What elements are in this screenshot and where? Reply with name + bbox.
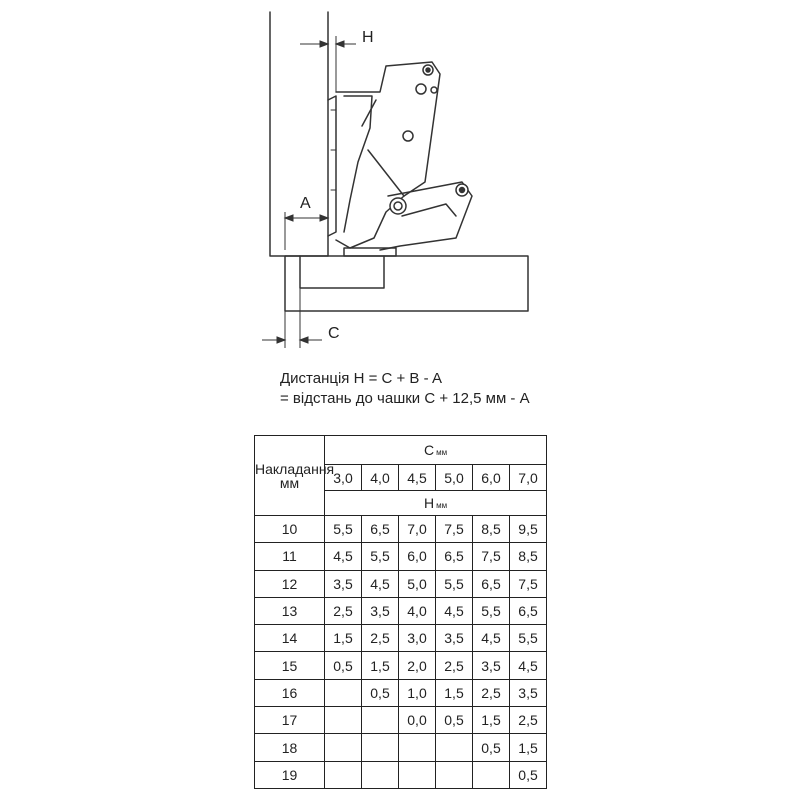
h-value-cell: 4,0 bbox=[399, 597, 436, 624]
h-value-cell: 4,5 bbox=[473, 625, 510, 652]
h-value-cell bbox=[325, 761, 362, 788]
h-value-cell: 1,5 bbox=[325, 625, 362, 652]
formula-line-2: = відстань до чашки C + 12,5 мм - A bbox=[280, 390, 530, 407]
h-value-cell: 7,5 bbox=[436, 516, 473, 543]
h-value-cell: 1,5 bbox=[362, 652, 399, 679]
c-value-cell: 7,0 bbox=[510, 465, 547, 491]
overlay-value-cell: 11 bbox=[255, 543, 325, 570]
h-value-cell: 6,0 bbox=[399, 543, 436, 570]
h-value-cell: 3,5 bbox=[473, 652, 510, 679]
overlay-value-cell: 19 bbox=[255, 761, 325, 788]
table-row bbox=[255, 652, 547, 679]
h-value-cell: 2,5 bbox=[325, 597, 362, 624]
h-value-cell: 6,5 bbox=[362, 516, 399, 543]
c-value-cell: 4,0 bbox=[362, 465, 399, 491]
h-value-cell bbox=[473, 761, 510, 788]
h-value-cell bbox=[399, 761, 436, 788]
h-value-cell: 2,5 bbox=[510, 707, 547, 734]
h-value-cell: 3,5 bbox=[510, 679, 547, 706]
h-value-cell: 8,5 bbox=[473, 516, 510, 543]
c-value-cell: 4,5 bbox=[399, 465, 436, 491]
formula-line-1: Дистанція H = C + B - A bbox=[280, 370, 442, 387]
pivot-holes bbox=[390, 65, 468, 214]
table-row bbox=[255, 597, 547, 624]
h-value-cell bbox=[399, 734, 436, 761]
c-value-cell: 5,0 bbox=[436, 465, 473, 491]
h-value-cell bbox=[362, 707, 399, 734]
hinge-diagram bbox=[0, 0, 800, 360]
h-value-cell bbox=[362, 734, 399, 761]
h-value-cell: 7,5 bbox=[510, 570, 547, 597]
overlay-value-cell: 16 bbox=[255, 679, 325, 706]
h-value-cell: 2,5 bbox=[473, 679, 510, 706]
h-value-cell: 3,0 bbox=[399, 625, 436, 652]
c-value-cell: 3,0 bbox=[325, 465, 362, 491]
h-value-cell: 4,5 bbox=[510, 652, 547, 679]
h-value-cell: 0,5 bbox=[510, 761, 547, 788]
h-value-cell: 5,5 bbox=[436, 570, 473, 597]
c-header bbox=[325, 436, 547, 465]
h-value-cell: 1,5 bbox=[510, 734, 547, 761]
table-row bbox=[255, 570, 547, 597]
door-panel bbox=[285, 256, 528, 311]
h-value-cell bbox=[325, 734, 362, 761]
c-header-unit: мм bbox=[436, 448, 448, 457]
table-row bbox=[255, 543, 547, 570]
h-value-cell: 5,5 bbox=[362, 543, 399, 570]
overlay-value-cell: 18 bbox=[255, 734, 325, 761]
h-value-cell: 0,5 bbox=[473, 734, 510, 761]
h-value-cell: 0,5 bbox=[436, 707, 473, 734]
dimension-H bbox=[300, 36, 356, 100]
h-value-cell: 6,5 bbox=[436, 543, 473, 570]
h-value-cell: 4,5 bbox=[362, 570, 399, 597]
dimension-A bbox=[285, 212, 328, 250]
overlay-value-cell: 15 bbox=[255, 652, 325, 679]
h-value-cell: 9,5 bbox=[510, 516, 547, 543]
h-value-cell: 8,5 bbox=[510, 543, 547, 570]
hinge-cup bbox=[300, 256, 384, 288]
h-value-cell: 5,5 bbox=[510, 625, 547, 652]
table-row bbox=[255, 625, 547, 652]
h-value-cell: 1,0 bbox=[399, 679, 436, 706]
table-row bbox=[255, 516, 547, 543]
overlay-value-cell: 12 bbox=[255, 570, 325, 597]
hinge-spec-table bbox=[254, 435, 547, 789]
overlay-header: Накладання мм bbox=[255, 436, 325, 516]
overlay-value-cell: 13 bbox=[255, 597, 325, 624]
h-value-cell: 5,5 bbox=[325, 516, 362, 543]
h-value-cell bbox=[362, 761, 399, 788]
c-value-cell: 6,0 bbox=[473, 465, 510, 491]
h-value-cell: 5,0 bbox=[399, 570, 436, 597]
h-value-cell bbox=[436, 734, 473, 761]
h-value-cell: 1,5 bbox=[473, 707, 510, 734]
h-value-cell: 3,5 bbox=[325, 570, 362, 597]
h-value-cell: 2,5 bbox=[362, 625, 399, 652]
h-value-cell: 3,5 bbox=[362, 597, 399, 624]
h-header bbox=[325, 491, 547, 516]
h-value-cell bbox=[436, 761, 473, 788]
cabinet-side-panel bbox=[270, 12, 328, 256]
overlay-value-cell: 14 bbox=[255, 625, 325, 652]
dimension-C bbox=[262, 288, 322, 348]
h-value-cell: 7,5 bbox=[473, 543, 510, 570]
h-value-cell: 7,0 bbox=[399, 516, 436, 543]
h-header-unit: мм bbox=[436, 501, 448, 510]
h-value-cell: 0,5 bbox=[325, 652, 362, 679]
table-row bbox=[255, 707, 547, 734]
h-value-cell: 0,5 bbox=[362, 679, 399, 706]
overlay-value-cell: 17 bbox=[255, 707, 325, 734]
h-value-cell: 0,0 bbox=[399, 707, 436, 734]
h-value-cell: 6,5 bbox=[473, 570, 510, 597]
h-value-cell: 3,5 bbox=[436, 625, 473, 652]
h-value-cell: 2,5 bbox=[436, 652, 473, 679]
table-row bbox=[255, 761, 547, 788]
h-value-cell: 2,0 bbox=[399, 652, 436, 679]
table-row bbox=[255, 679, 547, 706]
table-row bbox=[255, 734, 547, 761]
label-A: A bbox=[300, 195, 311, 212]
mounting-plate bbox=[328, 96, 336, 236]
h-value-cell: 6,5 bbox=[510, 597, 547, 624]
overlay-value-cell: 10 bbox=[255, 516, 325, 543]
label-C: C bbox=[328, 325, 340, 342]
h-header-label: H bbox=[423, 495, 435, 511]
label-H: H bbox=[362, 29, 374, 46]
c-header-label: C bbox=[423, 442, 435, 458]
h-value-cell: 5,5 bbox=[473, 597, 510, 624]
h-value-cell bbox=[325, 707, 362, 734]
h-value-cell: 4,5 bbox=[436, 597, 473, 624]
h-value-cell: 4,5 bbox=[325, 543, 362, 570]
h-value-cell bbox=[325, 679, 362, 706]
h-value-cell: 1,5 bbox=[436, 679, 473, 706]
